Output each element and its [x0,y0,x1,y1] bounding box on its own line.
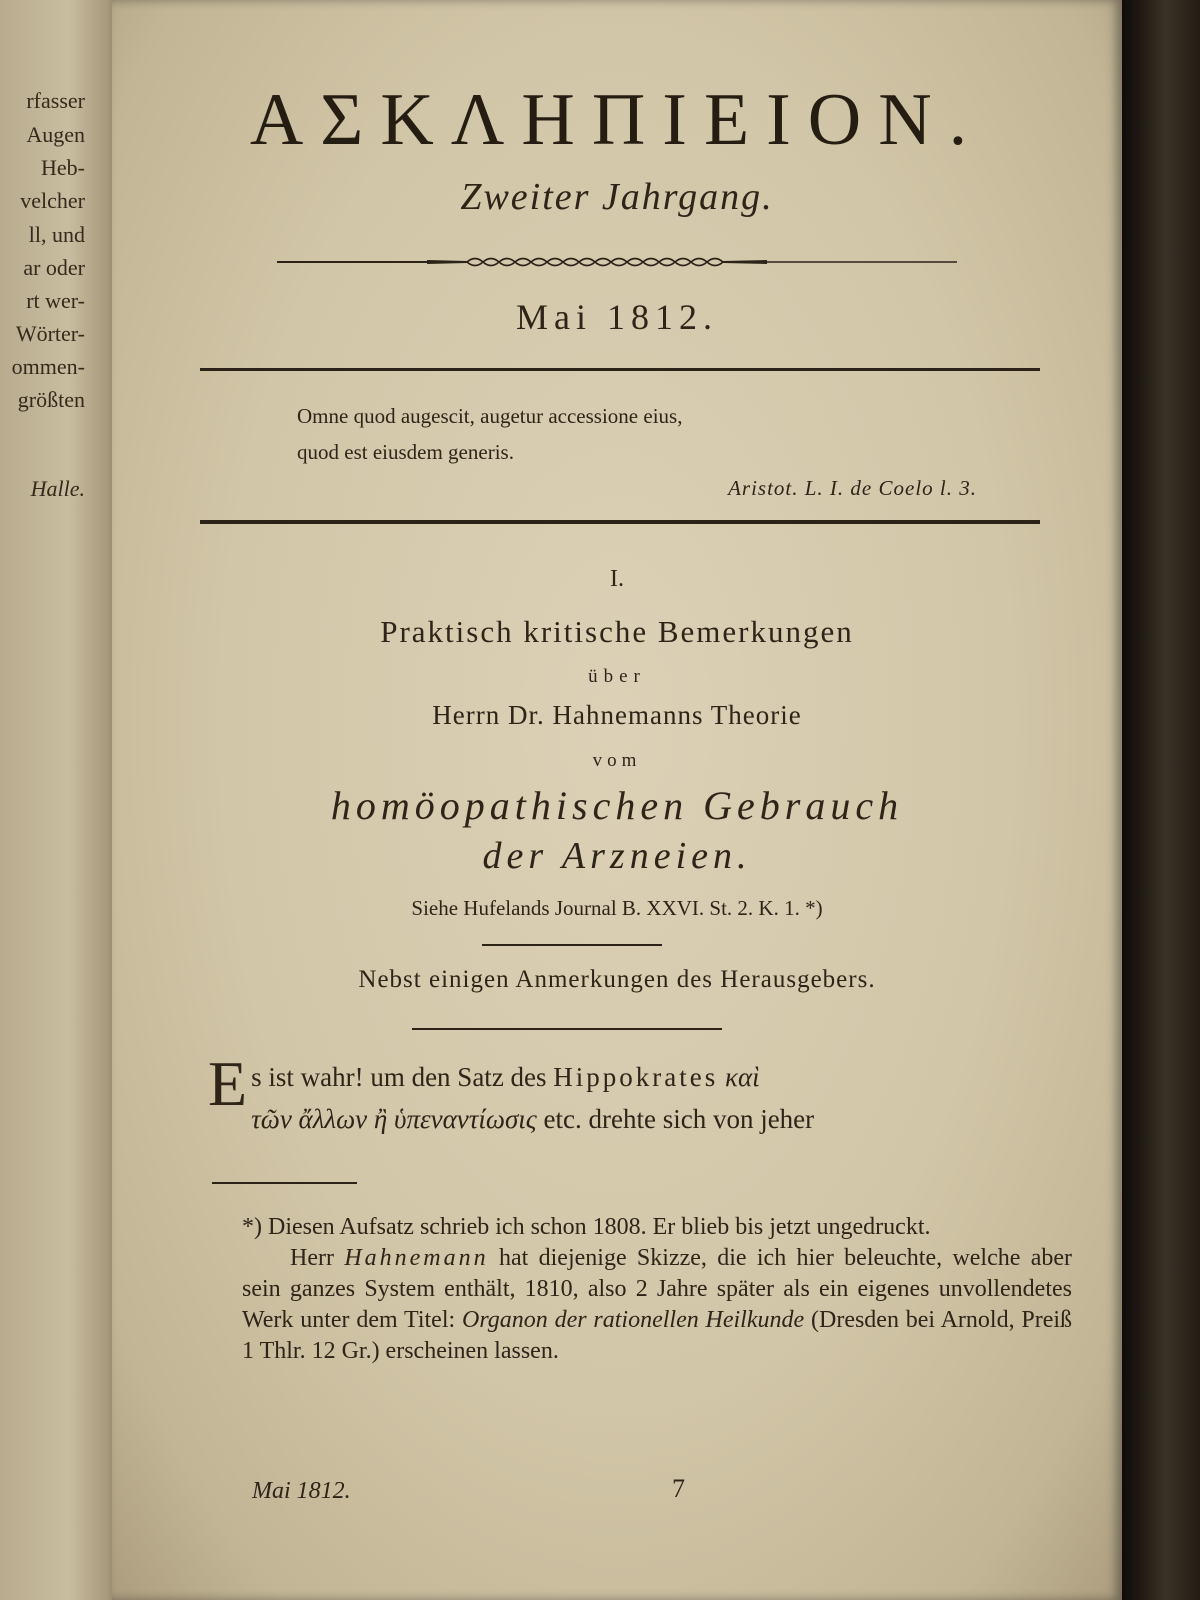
title-connector: über [588,666,646,687]
drop-cap: E [208,1048,248,1119]
footnote-text: (Dresden bei Arnold, Preiß 1 Thlr. 12 Gr.) erscheinen lassen. [242,1307,1073,1364]
body-paragraph [208,1048,1058,1140]
footer-signature: Mai 1812. [252,1478,351,1504]
footnote [242,1212,1072,1367]
book-page [112,0,1122,1600]
body-name: Hippokrates [553,1062,719,1092]
volume-subtitle: Zweiter Jahrgang. [460,176,774,218]
motto-source: Aristot. L. I. de Coelo l. 3. [728,476,977,500]
footnote-paragraph: *) Diesen Aufsatz schrieb ich schon 1808. Er blieb bis jetzt ungedruckt. [242,1214,931,1240]
journal-reference: Siehe Hufelands Journal B. XXVI. St. 2. K. 1. *) [411,896,823,920]
motto-line: Omne quod augescit, augetur accessione eius, [297,404,683,428]
left-page-fragment: ll, und [28,222,85,247]
article-title: Praktisch kritische Bemerkungen [380,614,854,649]
book-spine [1122,0,1200,1600]
short-rule [412,1028,722,1030]
header-rule [200,368,1040,371]
left-page-fragment: velcher [20,188,85,213]
left-page-fragment: ommen- [11,354,85,379]
footnote-title: Organon der rationellen Heilkunde [462,1307,805,1333]
article-subject: Herrn Dr. Hahnemanns Theorie [432,700,802,730]
ornament-rule [277,250,977,274]
issue-date: Mai 1812. [516,297,718,337]
footnote-rule [212,1182,357,1184]
left-page-fragment: ar oder [23,255,85,280]
body-text: etc. drehte sich von jeher [543,1104,815,1134]
greek-text: καὶ [725,1062,760,1092]
left-page-fragment: Heb- [41,155,85,180]
motto-quote [297,398,1037,506]
short-rule [482,944,662,946]
left-page-fragment: Halle. [30,476,85,501]
editor-note: Nebst einigen Anmerkungen des Herausgebers. [358,966,876,993]
page-number: 7 [672,1474,685,1503]
body-text: s ist wahr! um den Satz des [251,1062,547,1092]
footnote-paragraph [242,1243,1072,1367]
footnote-text: Herr [290,1245,334,1271]
left-page-fragment: Augen [26,122,85,147]
left-facing-page [0,0,125,1600]
left-page-fragment: Wörter- [15,321,85,346]
article-topic: homöopathischen Gebrauch [330,783,904,828]
footnote-text: hat diejenige Skizze, die ich hier beleuchte, welche aber sein ganzes System enthält, 1810, also 2 Jahre später als ein eigenes unvollendetes Werk unter dem Titel: [242,1245,1073,1333]
left-page-fragment: größten [17,387,85,412]
article-topic: der Arzneien. [482,835,752,877]
motto-line: quod est eiusdem generis. [297,440,514,464]
section-number: I. [610,566,624,592]
journal-title: ΑΣΚΛΗΠΙΕΙΟΝ. [249,79,985,161]
footnote-name: Hahnemann [344,1245,489,1271]
left-page-fragment: rt wer- [26,288,85,313]
title-connector: vom [592,750,642,771]
left-page-fragment: rfasser [26,88,85,113]
greek-text: τῶν ἄλλων ἢ ὑπεναντίωσις [251,1104,537,1134]
motto-rule [200,520,1040,524]
